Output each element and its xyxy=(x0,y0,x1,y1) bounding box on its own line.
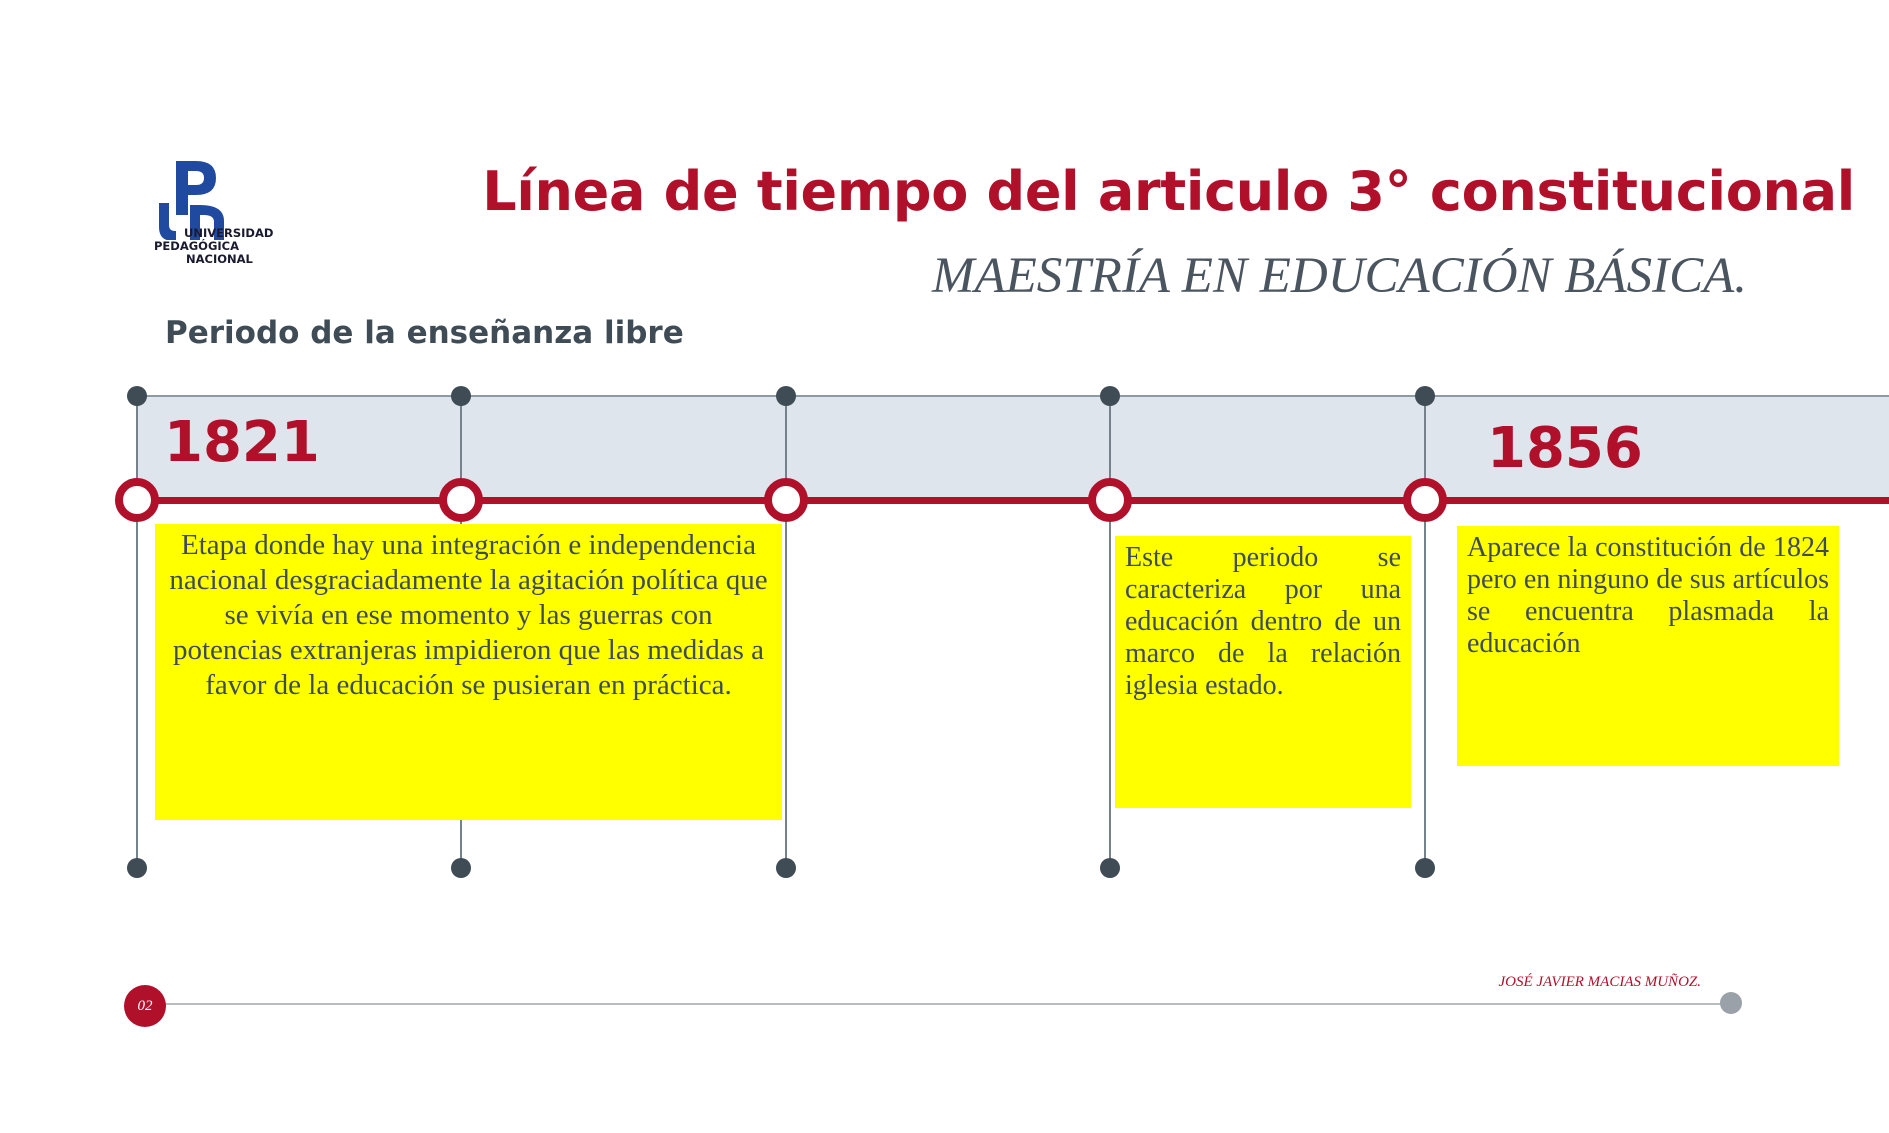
timeline-marker-4 xyxy=(1088,478,1132,522)
timeline-bottom-dot xyxy=(451,858,471,878)
logo-line-3: NACIONAL xyxy=(186,252,253,266)
timeline-marker-3 xyxy=(764,478,808,522)
timeline-marker-2 xyxy=(439,478,483,522)
timeline-note-3: Aparece la constitución de 1824 pero en ninguno de sus artículos se encuentra plasmada la educación xyxy=(1457,526,1839,766)
timeline-connector-4 xyxy=(1109,396,1111,868)
timeline-note-1: Etapa donde hay una integración e independencia nacional desgraciadamente la agitación política que se vivía en ese momento y las guerras con potencias extranjeras impidieron que las medidas a favor de la educación se pusieran en práctica. xyxy=(155,524,782,820)
timeline-bottom-dot xyxy=(1415,858,1435,878)
upn-logo xyxy=(150,155,280,270)
timeline-top-dot xyxy=(127,386,147,406)
timeline-top-line xyxy=(137,395,1889,397)
timeline-marker-5 xyxy=(1403,478,1447,522)
timeline-connector-1 xyxy=(136,396,138,868)
timeline-connector-5 xyxy=(1424,396,1426,868)
timeline-top-dot xyxy=(451,386,471,406)
timeline-top-dot xyxy=(1415,386,1435,406)
footer-end-dot xyxy=(1720,992,1742,1014)
timeline-connector-3 xyxy=(785,396,787,868)
timeline-top-dot xyxy=(1100,386,1120,406)
timeline-year-1821: 1821 xyxy=(164,410,320,475)
timeline-bottom-dot xyxy=(776,858,796,878)
logo-line-2: PEDAGÓGICA xyxy=(154,239,240,253)
logo-line-1: UNIVERSIDAD xyxy=(184,226,274,240)
timeline-marker-1 xyxy=(115,478,159,522)
timeline-axis xyxy=(137,497,1889,504)
page-subtitle: MAESTRÍA EN EDUCACIÓN BÁSICA. xyxy=(932,248,1747,304)
section-label: Periodo de la enseñanza libre xyxy=(165,315,684,351)
timeline-note-2: Este periodo se caracteriza por una educación dentro de un marco de la relación iglesia estado. xyxy=(1115,536,1411,808)
page-title: Línea de tiempo del articulo 3° constitucional xyxy=(482,160,1855,223)
author-name: JOSÉ JAVIER MACIAS MUÑOZ. xyxy=(1498,974,1701,990)
timeline-bottom-dot xyxy=(127,858,147,878)
page-number-badge: 02 xyxy=(124,985,166,1027)
timeline-year-1856: 1856 xyxy=(1487,416,1643,481)
timeline-bottom-dot xyxy=(1100,858,1120,878)
timeline-top-dot xyxy=(776,386,796,406)
footer-line xyxy=(160,1003,1732,1005)
